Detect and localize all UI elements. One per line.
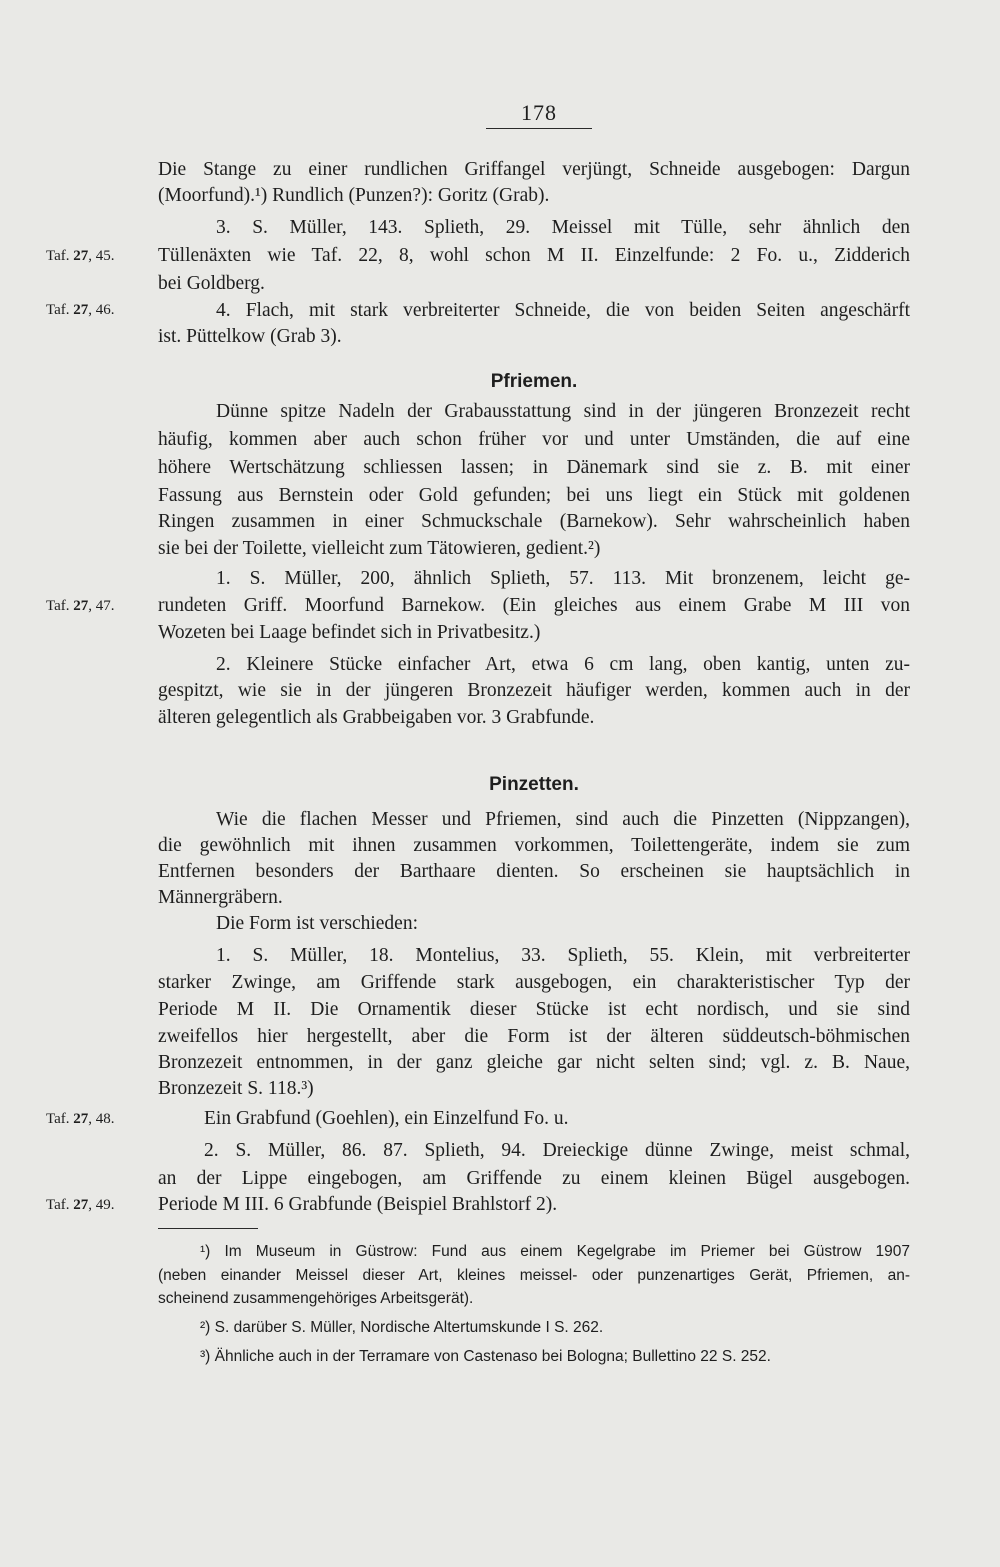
footnote-rule xyxy=(158,1228,258,1229)
margin-note: Taf. 27, 49. xyxy=(46,1197,115,1213)
body-line: Bronzezeit S. 118.³) xyxy=(158,1078,314,1099)
body-line: (Moorfund).¹) Rundlich (Punzen?): Goritz (Grab). xyxy=(158,185,550,206)
body-line: Fassung aus Bernstein oder Gold gefunden; bei uns liegt ein Stück mit goldenen xyxy=(158,485,910,506)
margin-note: Taf. 27, 46. xyxy=(46,302,115,318)
margin-note: Taf. 27, 48. xyxy=(46,1111,115,1127)
body-line: Periode M II. Die Ornamentik dieser Stücke ist echt nordisch, und sie sind xyxy=(158,999,910,1020)
body-line: Die Stange zu einer rundlichen Griffangel verjüngt, Schneide ausgebogen: Dargun xyxy=(158,159,910,180)
body-line: Wozeten bei Laage befindet sich in Privatbesitz.) xyxy=(158,622,541,643)
margin-note: Taf. 27, 47. xyxy=(46,598,115,614)
body-line: bei Goldberg. xyxy=(158,273,265,294)
body-line: häufig, kommen aber auch schon früher vor und unter Umständen, die auf eine xyxy=(158,429,910,450)
body-line: Tüllenäxten wie Taf. 22, 8, wohl schon M II. Einzelfunde: 2 Fo. u., Zidderich xyxy=(158,245,910,266)
margin-note: Taf. 27, 45. xyxy=(46,248,115,264)
footnote-line: (neben einander Meissel dieser Art, kleines meissel- oder punzenartiges Gerät, Pfriemen, an- xyxy=(158,1267,910,1284)
body-line: 2. S. Müller, 86. 87. Splieth, 94. Dreieckige dünne Zwinge, meist schmal, xyxy=(204,1140,910,1161)
page-number-rule xyxy=(486,128,592,129)
body-line: ist. Püttelkow (Grab 3). xyxy=(158,326,342,347)
body-line: 1. S. Müller, 18. Montelius, 33. Splieth, 55. Klein, mit verbreiterter xyxy=(216,945,910,966)
body-line: 1. S. Müller, 200, ähnlich Splieth, 57. 113. Mit bronzenem, leicht ge- xyxy=(216,568,910,589)
body-line: älteren gelegentlich als Grabbeigaben vor. 3 Grabfunde. xyxy=(158,707,595,728)
body-line: Männergräbern. xyxy=(158,887,283,908)
footnote-line: ¹) Im Museum in Güstrow: Fund aus einem Kegelgrabe im Priemer bei Güstrow 1907 xyxy=(200,1243,910,1260)
body-line: Bronzezeit entnommen, in der ganz gleiche gar nicht selten sind; vgl. z. B. Naue, xyxy=(158,1052,910,1073)
body-line: die gewöhnlich mit ihnen zusammen vorkommen, Toilettengeräte, indem sie zum xyxy=(158,835,910,856)
body-line: starker Zwinge, am Griffende stark ausgebogen, ein charakteristischer Typ der xyxy=(158,972,910,993)
body-line: Dünne spitze Nadeln der Grabausstattung sind in der jüngeren Bronzezeit recht xyxy=(216,401,910,422)
body-line: Wie die flachen Messer und Pfriemen, sind auch die Pinzetten (Nippzangen), xyxy=(216,809,910,830)
body-line: 4. Flach, mit stark verbreiterter Schneide, die von beiden Seiten angeschärft xyxy=(216,300,910,321)
section-heading-pfriemen: Pfriemen. xyxy=(490,371,578,392)
body-line: Die Form ist verschieden: xyxy=(216,913,418,934)
section-heading-pinzetten: Pinzetten. xyxy=(489,774,579,795)
body-line: 2. Kleinere Stücke einfacher Art, etwa 6 cm lang, oben kantig, unten zu- xyxy=(216,654,910,675)
footnote-line: ²) S. darüber S. Müller, Nordische Altertumskunde I S. 262. xyxy=(200,1319,604,1336)
body-line: Ringen zusammen in einer Schmuckschale (Barnekow). Sehr wahrscheinlich haben xyxy=(158,511,910,532)
body-line: Periode M III. 6 Grabfunde (Beispiel Brahlstorf 2). xyxy=(158,1194,558,1215)
body-line: sie bei der Toilette, vielleicht zum Tätowieren, gedient.²) xyxy=(158,538,601,559)
body-line: an der Lippe eingebogen, am Griffende zu einem kleinen Bügel ausgebogen. xyxy=(158,1168,910,1189)
body-line: Ein Grabfund (Goehlen), ein Einzelfund Fo. u. xyxy=(204,1108,569,1129)
body-line: rundeten Griff. Moorfund Barnekow. (Ein gleiches aus einem Grabe M III von xyxy=(158,595,910,616)
footnote-line: scheinend zusammengehöriges Arbeitsgerät). xyxy=(158,1290,474,1307)
body-line: 3. S. Müller, 143. Splieth, 29. Meissel mit Tülle, sehr ähnlich den xyxy=(216,217,910,238)
body-line: höhere Wertschätzung schliessen lassen; in Dänemark sind sie z. B. mit einer xyxy=(158,457,910,478)
page-number: 178 xyxy=(521,100,557,125)
body-line: zweifellos hier hergestellt, aber die Form ist der älteren süddeutsch-böhmischen xyxy=(158,1026,910,1047)
body-line: gespitzt, wie sie in der jüngeren Bronzezeit häufiger werden, kommen auch in der xyxy=(158,680,910,701)
body-line: Entfernen besonders der Barthaare dienten. So erscheinen sie hauptsächlich in xyxy=(158,861,910,882)
footnote-line: ³) Ähnliche auch in der Terramare von Castenaso bei Bologna; Bullettino 22 S. 252. xyxy=(200,1348,771,1365)
